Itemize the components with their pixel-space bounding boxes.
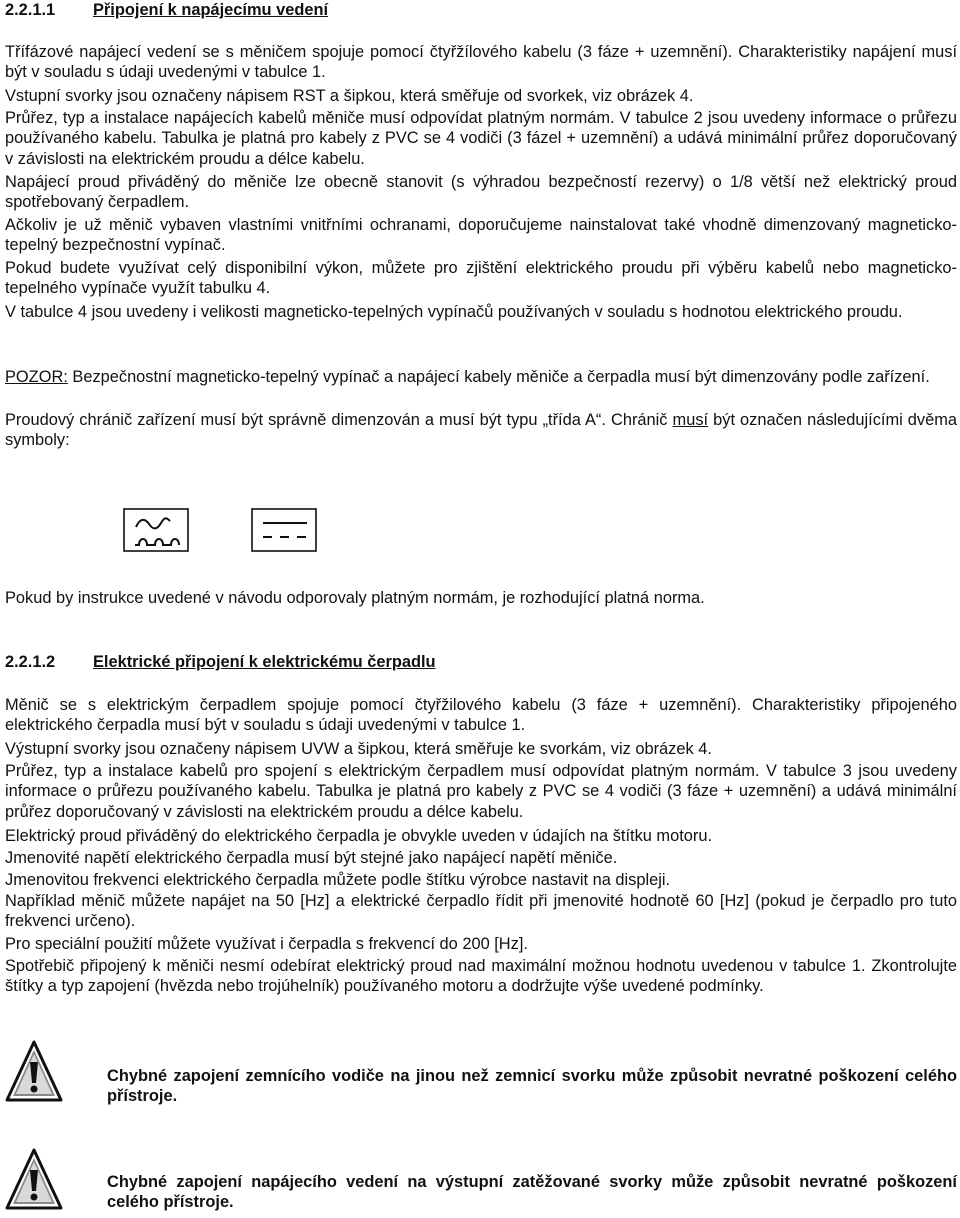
paragraph: Napájecí proud přiváděný do měniče lze obecně stanovit (s výhradou bezpečností rezervy) o 1/8 větší než elektrický proud spotřebovaný čerpadlem. — [5, 173, 957, 212]
norm-note: Pokud by instrukce uvedené v návodu odporovaly platným normám, je rozhodující platná norma. — [5, 589, 705, 607]
paragraph: Elektrický proud přiváděný do elektrického čerpadla je obvykle uveden v údajích na štítku motoru. — [5, 827, 712, 845]
warning-text: Chybné zapojení napájecího vedení na výstupní zatěžované svorky může způsobit nevratné poškození celého přístroje. — [107, 1173, 957, 1212]
section-title: Elektrické připojení k elektrickému čerpadlu — [93, 653, 436, 671]
pozor-label: POZOR: — [5, 368, 68, 386]
paragraph: Ačkoliv je už měnič vybaven vlastními vnitřními ochranami, doporučujeme nainstalovat také vhodně dimenzovaný magneticko-tepelný bezpečnostní vypínač. — [5, 216, 957, 255]
section-title: Připojení k napájecímu vedení — [93, 1, 329, 19]
paragraph: Pokud budete využívat celý disponibilní výkon, můžete pro zjištění elektrického proudu při výběru kabelů nebo magneticko-tepelného vypínače využít tabulku 4. — [5, 259, 957, 298]
paragraph: Jmenovitou frekvenci elektrického čerpadla můžete podle štítku výrobce nastavit na displeji. — [5, 871, 671, 889]
section-number: 2.2.1.2 — [5, 653, 56, 671]
paragraph: Průřez, typ a instalace kabelů pro spojení s elektrickým čerpadlem musí odpovídat platným normám. V tabulce 3 jsou uvedeny informace o průřezu používaného kabelu. Tabulka je platná pro kabely z PVC se 4 vodiči (3 fáze + uzemnění) a udává minimální průřez doporučovaný v závislosti na elektrickém proudu a délce kabelu. — [5, 762, 957, 821]
paragraph: Výstupní svorky jsou označeny nápisem UVW a šipkou, která směřuje ke svorkám, viz obrázek 4. — [5, 740, 712, 758]
paragraph: Jmenovité napětí elektrického čerpadla musí být stejné jako napájecí napětí měniče. — [5, 849, 618, 867]
ac-pulsating-symbol-icon — [123, 508, 189, 552]
section-heading-2-2-1-1 — [5, 0, 328, 20]
paragraph: Vstupní svorky jsou označeny nápisem RST a šipkou, která směřuje od svorkek, viz obrázek 4. — [5, 87, 694, 105]
paragraph: Průřez, typ a instalace napájecích kabelů měniče musí odpovídat platným normám. V tabulce 2 jsou uvedeny informace o průřezu používaného kabelu. Tabulka je platná pro kabely z PVC se 4 vodiči (3 fázel + uzemnění) a udává minimální průřez doporučovaný v závislosti na elektrickém proudu a délce kabelu. — [5, 109, 957, 168]
paragraph: Měnič se s elektrickým čerpadlem spojuje pomocí čtyřžilového kabelu (3 fáze + uzemnění). Charakteristiky připojeného elektrického čerpadla musí být v souladu s údaji uvedenými v tabulce 1. — [5, 696, 957, 735]
rcd-paragraph: Proudový chránič zařízení musí být správně dimenzován a musí být typu „třída A“. Chránič musí být označen následujícími dvěma symboly: — [5, 411, 957, 450]
paragraph: Třífázové napájecí vedení se s měničem spojuje pomocí čtyřžílového kabelu (3 fáze + uzemnění). Charakteristiky napájení musí být v souladu s údaji uvedenými v tabulce 1. — [5, 43, 957, 82]
warning-triangle-icon — [5, 1148, 63, 1212]
warning-text: Chybné zapojení zemnícího vodiče na jinou než zemnicí svorku může způsobit nevratné poškození celého přístroje. — [107, 1067, 957, 1106]
section-heading-2-2-1-2 — [5, 652, 436, 672]
paragraph: Například měnič můžete napájet na 50 [Hz] a elektrické čerpadlo řídit při jmenovité hodnotě 60 [Hz] (pokud je čerpadlo pro tuto frekvenci určeno). — [5, 892, 957, 931]
section-number: 2.2.1.1 — [5, 1, 56, 19]
dc-symbol-icon — [251, 508, 317, 552]
paragraph: V tabulce 4 jsou uvedeny i velikosti magneticko-tepelných vypínačů používaných v souladu s hodnotou elektrického proudu. — [5, 303, 903, 321]
warning-triangle-icon — [5, 1040, 63, 1104]
pozor-note: POZOR: Bezpečnostní magneticko-tepelný vypínač a napájecí kabely měniče a čerpadla musí být dimenzovány podle zařízení. — [5, 368, 930, 386]
paragraph: Spotřebič připojený k měniči nesmí odebírat elektrický proud nad maximální možnou hodnotu uvedenou v tabulce 1. Zkontrolujte štítky a typ zapojení (hvězda nebo trojúhelník) používaného motoru a dodržujte výše uvedené podmínky. — [5, 957, 957, 996]
paragraph: Pro speciální použití můžete využívat i čerpadla s frekvencí do 200 [Hz]. — [5, 935, 528, 953]
